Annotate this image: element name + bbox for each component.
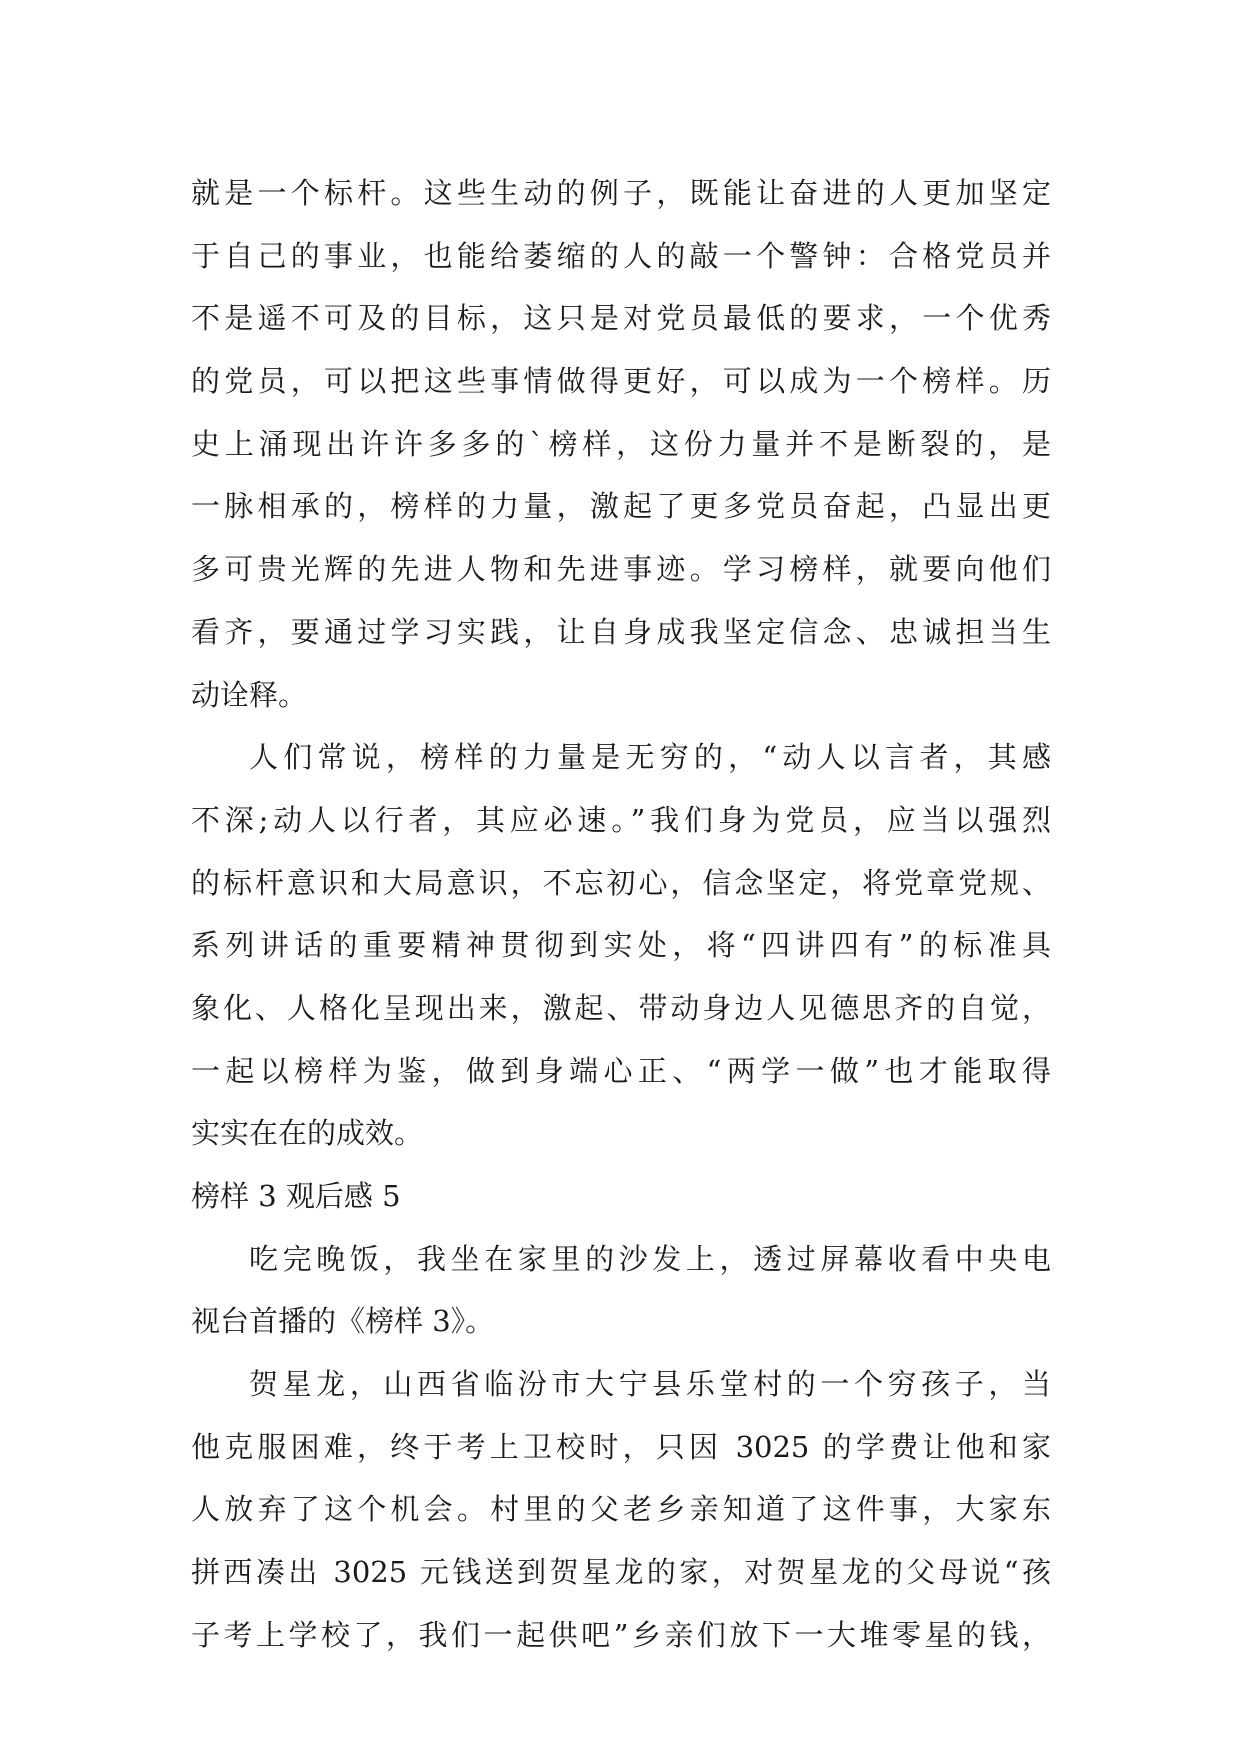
text-line: 象化、人格化呈现出来，激起、带动身边人见德思齐的自觉， <box>191 990 1051 1025</box>
text-line: 就是一个标杆。这些生动的例子，既能让奋进的人更加坚定 <box>191 176 1051 210</box>
paragraph <box>191 726 1051 1165</box>
text-line: 的标杆意识和大局意识，不忘初心，信念坚定，将党章党规、 <box>191 865 1051 900</box>
paragraph <box>191 1228 1051 1353</box>
text-line: 于自己的事业，也能给萎缩的人的敲一个警钟：合格党员并 <box>191 238 1051 273</box>
text-line: 拼西凑出 3025 元钱送到贺星龙的家，对贺星龙的父母说“孩 <box>191 1555 1051 1590</box>
section-heading: 榜样 3 观后感 5 <box>191 1179 401 1213</box>
text-line: 一起以榜样为鉴，做到身端心正、“两学一做”也才能取得 <box>191 1053 1051 1088</box>
text-line: 他克服困难，终于考上卫校时，只因 3025 的学费让他和家 <box>191 1429 1051 1464</box>
text-line: 贺星龙，山西省临汾市大宁县乐堂村的一个穷孩子，当 <box>249 1367 1051 1402</box>
text-line: 系列讲话的重要精神贯彻到实处，将“四讲四有”的标准具 <box>191 928 1051 963</box>
text-line: 多可贵光辉的先进人物和先进事迹。学习榜样，就要向他们 <box>191 552 1051 587</box>
text-line: 吃完晚饭，我坐在家里的沙发上，透过屏幕收看中央电 <box>249 1241 1051 1276</box>
paragraph <box>191 162 1051 726</box>
text-line: 看齐，要通过学习实践，让自身成我坚定信念、忠诚担当生 <box>191 614 1051 649</box>
paragraph <box>191 1353 1051 1666</box>
text-line: 动诠释。 <box>191 677 308 712</box>
text-line: 人放弃了这个机会。村里的父老乡亲知道了这件事，大家东 <box>191 1492 1051 1527</box>
text-line: 人们常说，榜样的力量是无穷的，“动人以言者，其感 <box>249 740 1051 775</box>
document-body <box>191 162 1051 1667</box>
text-line: 的党员，可以把这些事情做得更好，可以成为一个榜样。历 <box>191 364 1051 399</box>
text-line: 子考上学校了，我们一起供吧”乡亲们放下一大堆零星的钱， <box>191 1617 1051 1652</box>
text-line: 一脉相承的，榜样的力量，激起了更多党员奋起，凸显出更 <box>191 489 1051 524</box>
text-line: 史上涌现出许许多多的`榜样，这份力量并不是断裂的，是 <box>191 426 1051 461</box>
text-line: 不深;动人以行者，其应必速。”我们身为党员，应当以强烈 <box>191 802 1051 837</box>
text-line: 不是遥不可及的目标，这只是对党员最低的要求，一个优秀 <box>191 301 1051 336</box>
text-line: 视台首播的《榜样 3》。 <box>191 1304 495 1339</box>
text-line: 实实在在的成效。 <box>191 1116 424 1151</box>
